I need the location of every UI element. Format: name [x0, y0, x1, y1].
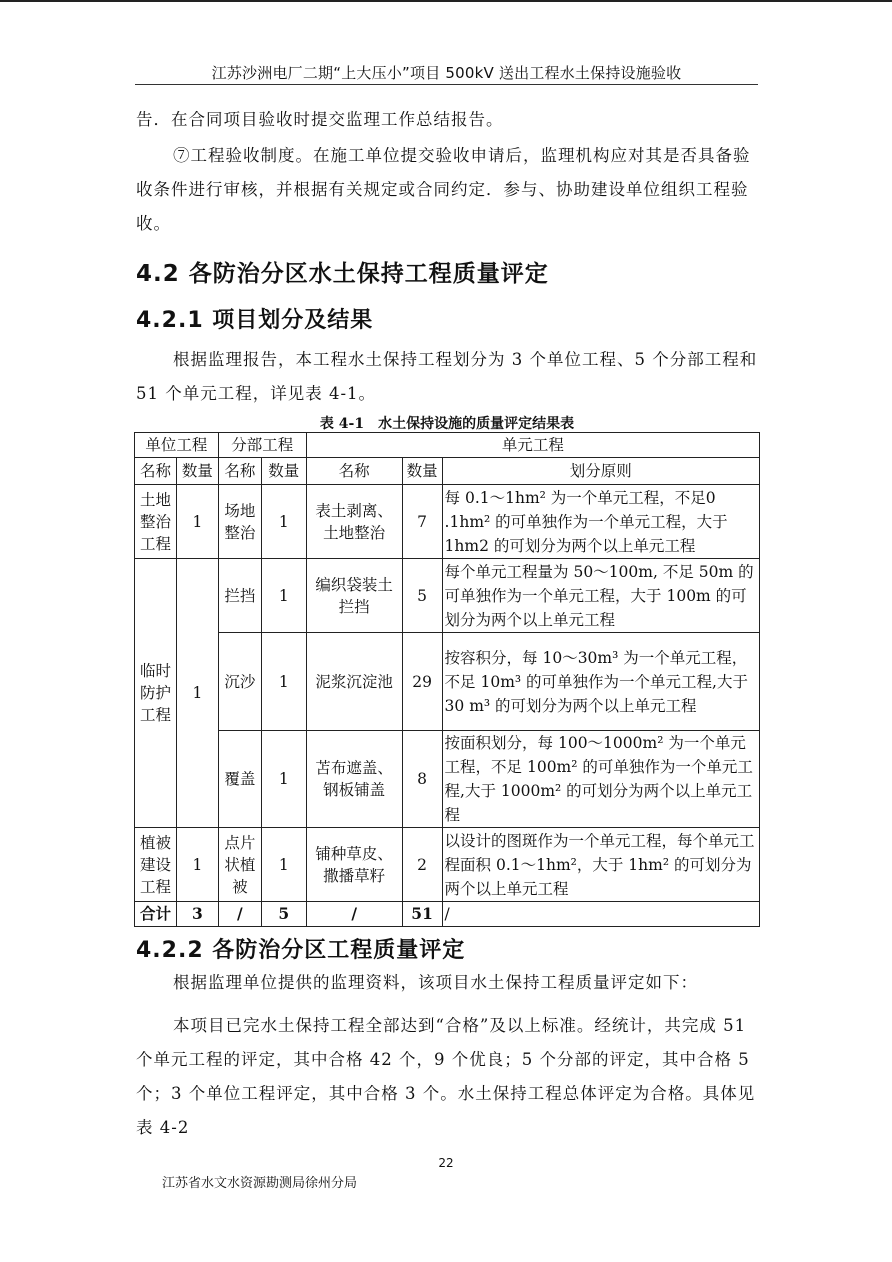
cell-el-qty: 8	[402, 731, 442, 828]
cell-el-name: 铺种草皮、撒播草籽	[306, 828, 402, 902]
table-caption: 表 4-1 水土保持设施的质量评定结果表	[319, 416, 575, 432]
col-div-qty: 数量	[261, 458, 306, 485]
col-el-qty: 数量	[402, 458, 442, 485]
footer-organization: 江苏省水文水资源勘测局徐州分局	[162, 1176, 358, 1191]
cell-el-rule: 按容积分，每 10～30m³ 为一个单元工程，不足 10m³ 的可单独作为一个单元工程,大于 30 m³ 的可划分为两个以上单元工程	[442, 633, 759, 731]
cell-el-rule: 以设计的图斑作为一个单元工程，每个单元工程面积 0.1～1hm²，大于 1hm² 的可划分为两个以上单元工程	[442, 828, 759, 902]
cell-unit-qty: 1	[176, 485, 218, 559]
col-unit-name: 名称	[135, 458, 177, 485]
col-div-name: 名称	[218, 458, 261, 485]
cell-div-name: 场地整治	[218, 485, 261, 559]
cell-unit-name: 土地整治工程	[135, 485, 177, 559]
table-row	[135, 485, 760, 559]
table-row	[135, 828, 760, 902]
table-total-row	[135, 902, 760, 927]
cell-div-name: 覆盖	[218, 731, 261, 828]
section-heading-4-2: 4.2 各防治分区水土保持工程质量评定	[136, 261, 549, 287]
total-unit-qty: 3	[176, 902, 218, 927]
cell-unit-qty: 1	[176, 559, 218, 828]
total-el-rule: /	[442, 902, 759, 927]
cell-unit-name: 临时防护工程	[135, 559, 177, 828]
cell-div-name: 点片状植被	[218, 828, 261, 902]
table-row	[135, 731, 760, 828]
cell-div-qty: 1	[261, 559, 306, 633]
paragraph-continued: 告．在合同项目验收时提交监理工作总结报告。	[136, 110, 504, 129]
cell-el-qty: 29	[402, 633, 442, 731]
col-el-rule: 划分原则	[442, 458, 759, 485]
cell-el-name: 泥浆沉淀池	[306, 633, 402, 731]
cell-el-name: 表土剥离、土地整治	[306, 485, 402, 559]
cell-div-qty: 1	[261, 485, 306, 559]
total-label: 合计	[135, 902, 177, 927]
col-unit-qty: 数量	[176, 458, 218, 485]
paragraph-evaluation-intro: 根据监理单位提供的监理资料，该项目水土保持工程质量评定如下：	[173, 973, 698, 992]
cell-div-name: 沉沙	[218, 633, 261, 731]
cell-unit-qty: 1	[176, 828, 218, 902]
cell-div-qty: 1	[261, 731, 306, 828]
cell-div-qty: 1	[261, 633, 306, 731]
cell-el-name: 苫布遮盖、钢板铺盖	[306, 731, 402, 828]
total-el-name: /	[306, 902, 402, 927]
cell-div-qty: 1	[261, 828, 306, 902]
cell-div-name: 拦挡	[218, 559, 261, 633]
page-number: 22	[438, 1156, 454, 1170]
cell-el-rule: 按面积划分，每 100～1000m² 为一个单元工程，不足 100m² 的可单独作为一个单元工程,大于 1000m² 的可划分为两个以上单元工程	[442, 731, 759, 828]
table-row	[135, 633, 760, 731]
cell-el-qty: 5	[402, 559, 442, 633]
header-division-project: 分部工程	[218, 433, 306, 458]
quality-evaluation-table	[134, 432, 760, 927]
cell-el-qty: 7	[402, 485, 442, 559]
header-element-project: 单元工程	[306, 433, 759, 458]
total-div-name: /	[218, 902, 261, 927]
col-el-name: 名称	[306, 458, 402, 485]
total-div-qty: 5	[261, 902, 306, 927]
table-row	[135, 559, 760, 633]
total-el-qty: 51	[402, 902, 442, 927]
cell-el-rule: 每 0.1～1hm² 为一个单元工程，不足0 .1hm² 的可单独作为一个单元工程，大于 1hm2 的可划分为两个以上单元工程	[442, 485, 759, 559]
cell-el-rule: 每个单元工程量为 50～100m, 不足 50m 的可单独作为一个单元工程，大于 100m 的可划分为两个以上单元工程	[442, 559, 759, 633]
paragraph-evaluation-result: 本项目已完水土保持工程全部达到“合格”及以上标准。经统计，共完成 51 个单元工程的评定，其中合格 42 个，9 个优良；5 个分部的评定，其中合格 5 个；3 个单位工程评定，其中合格 3 个。水土保持工程总体评定为合格。具体见表 4-2	[136, 1016, 756, 1137]
paragraph-acceptance-system: ⑦工程验收制度。在施工单位提交验收申请后，监理机构应对其是否具备验收条件进行审核，并根据有关规定或合同约定．参与、协助建设单位组织工程验收。	[136, 146, 751, 233]
section-heading-4-2-2: 4.2.2 各防治分区工程质量评定	[136, 938, 466, 963]
header-unit-project: 单位工程	[135, 433, 219, 458]
section-heading-4-2-1: 4.2.1 项目划分及结果	[136, 308, 374, 333]
page-header-title: 江苏沙洲电厂二期“上大压小”项目 500kV 送出工程水土保持设施验收	[211, 64, 682, 82]
cell-el-name: 编织袋装土拦挡	[306, 559, 402, 633]
page-top-border	[0, 0, 892, 2]
cell-el-qty: 2	[402, 828, 442, 902]
header-rule	[135, 84, 758, 85]
cell-unit-name: 植被建设工程	[135, 828, 177, 902]
paragraph-division-summary: 根据监理报告，本工程水土保持工程划分为 3 个单位工程、5 个分部工程和 51 个单元工程，详见表 4-1。	[136, 350, 758, 403]
